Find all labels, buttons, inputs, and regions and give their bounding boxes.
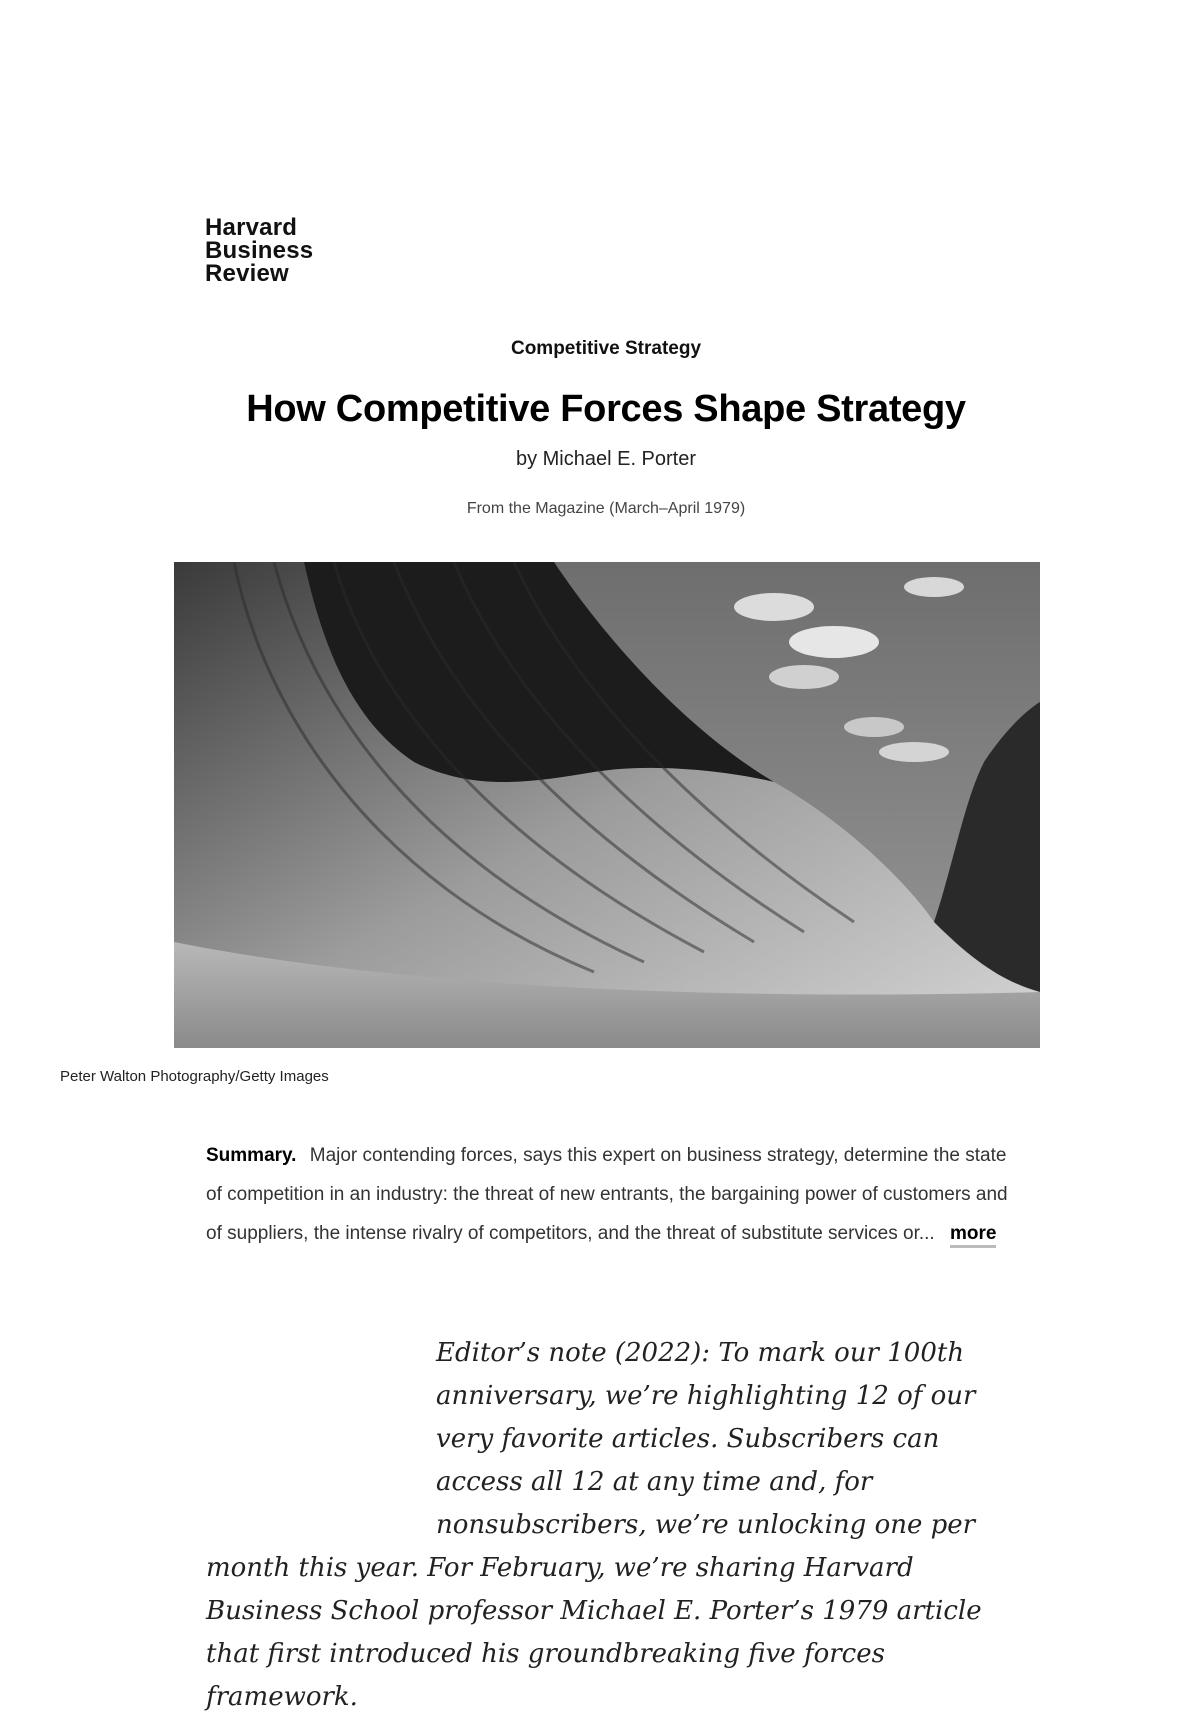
logo-line-3: Review: [205, 260, 289, 287]
hero-image: [174, 562, 1040, 1048]
article-summary: [206, 1136, 1026, 1253]
editors-note-indent: [206, 1332, 436, 1542]
article-byline: by Michael E. Porter: [515, 448, 697, 470]
logo-line-1: Harvard: [205, 214, 298, 241]
photo-credit: Peter Walton Photography/Getty Images: [60, 1068, 329, 1085]
article-title: How Competitive Forces Shape Strategy: [246, 388, 966, 430]
editors-note-text: Editor’s note (2022): To mark our 100th anniversary, we’re highlighting 12 of our very favorite articles. Subscribers can access all 12 at any time and, for nonsubscribers, we’re unlocking one per month this year. For February, we’re sharing Harvard Business School professor Michael E. Porter’s 1979 article that first introduced his groundbreaking five forces framework.: [206, 1338, 982, 1712]
editors-note: [206, 1332, 1026, 1719]
summary-label: Summary.: [206, 1145, 297, 1166]
logo-line-2: Business: [205, 237, 314, 264]
hbr-logo[interactable]: [205, 216, 313, 285]
topic-link[interactable]: Competitive Strategy: [510, 338, 702, 359]
more-button[interactable]: more: [950, 1223, 996, 1248]
magazine-issue: From the Magazine (March–April 1979): [466, 500, 746, 517]
summary-text: Major contending forces, says this expert on business strategy, determine the state of competition in an industry: the threat of new entrants, the bargaining power of customers and of suppliers, the intense rivalry of competitors, and the threat of substitute services or...: [206, 1145, 1008, 1244]
